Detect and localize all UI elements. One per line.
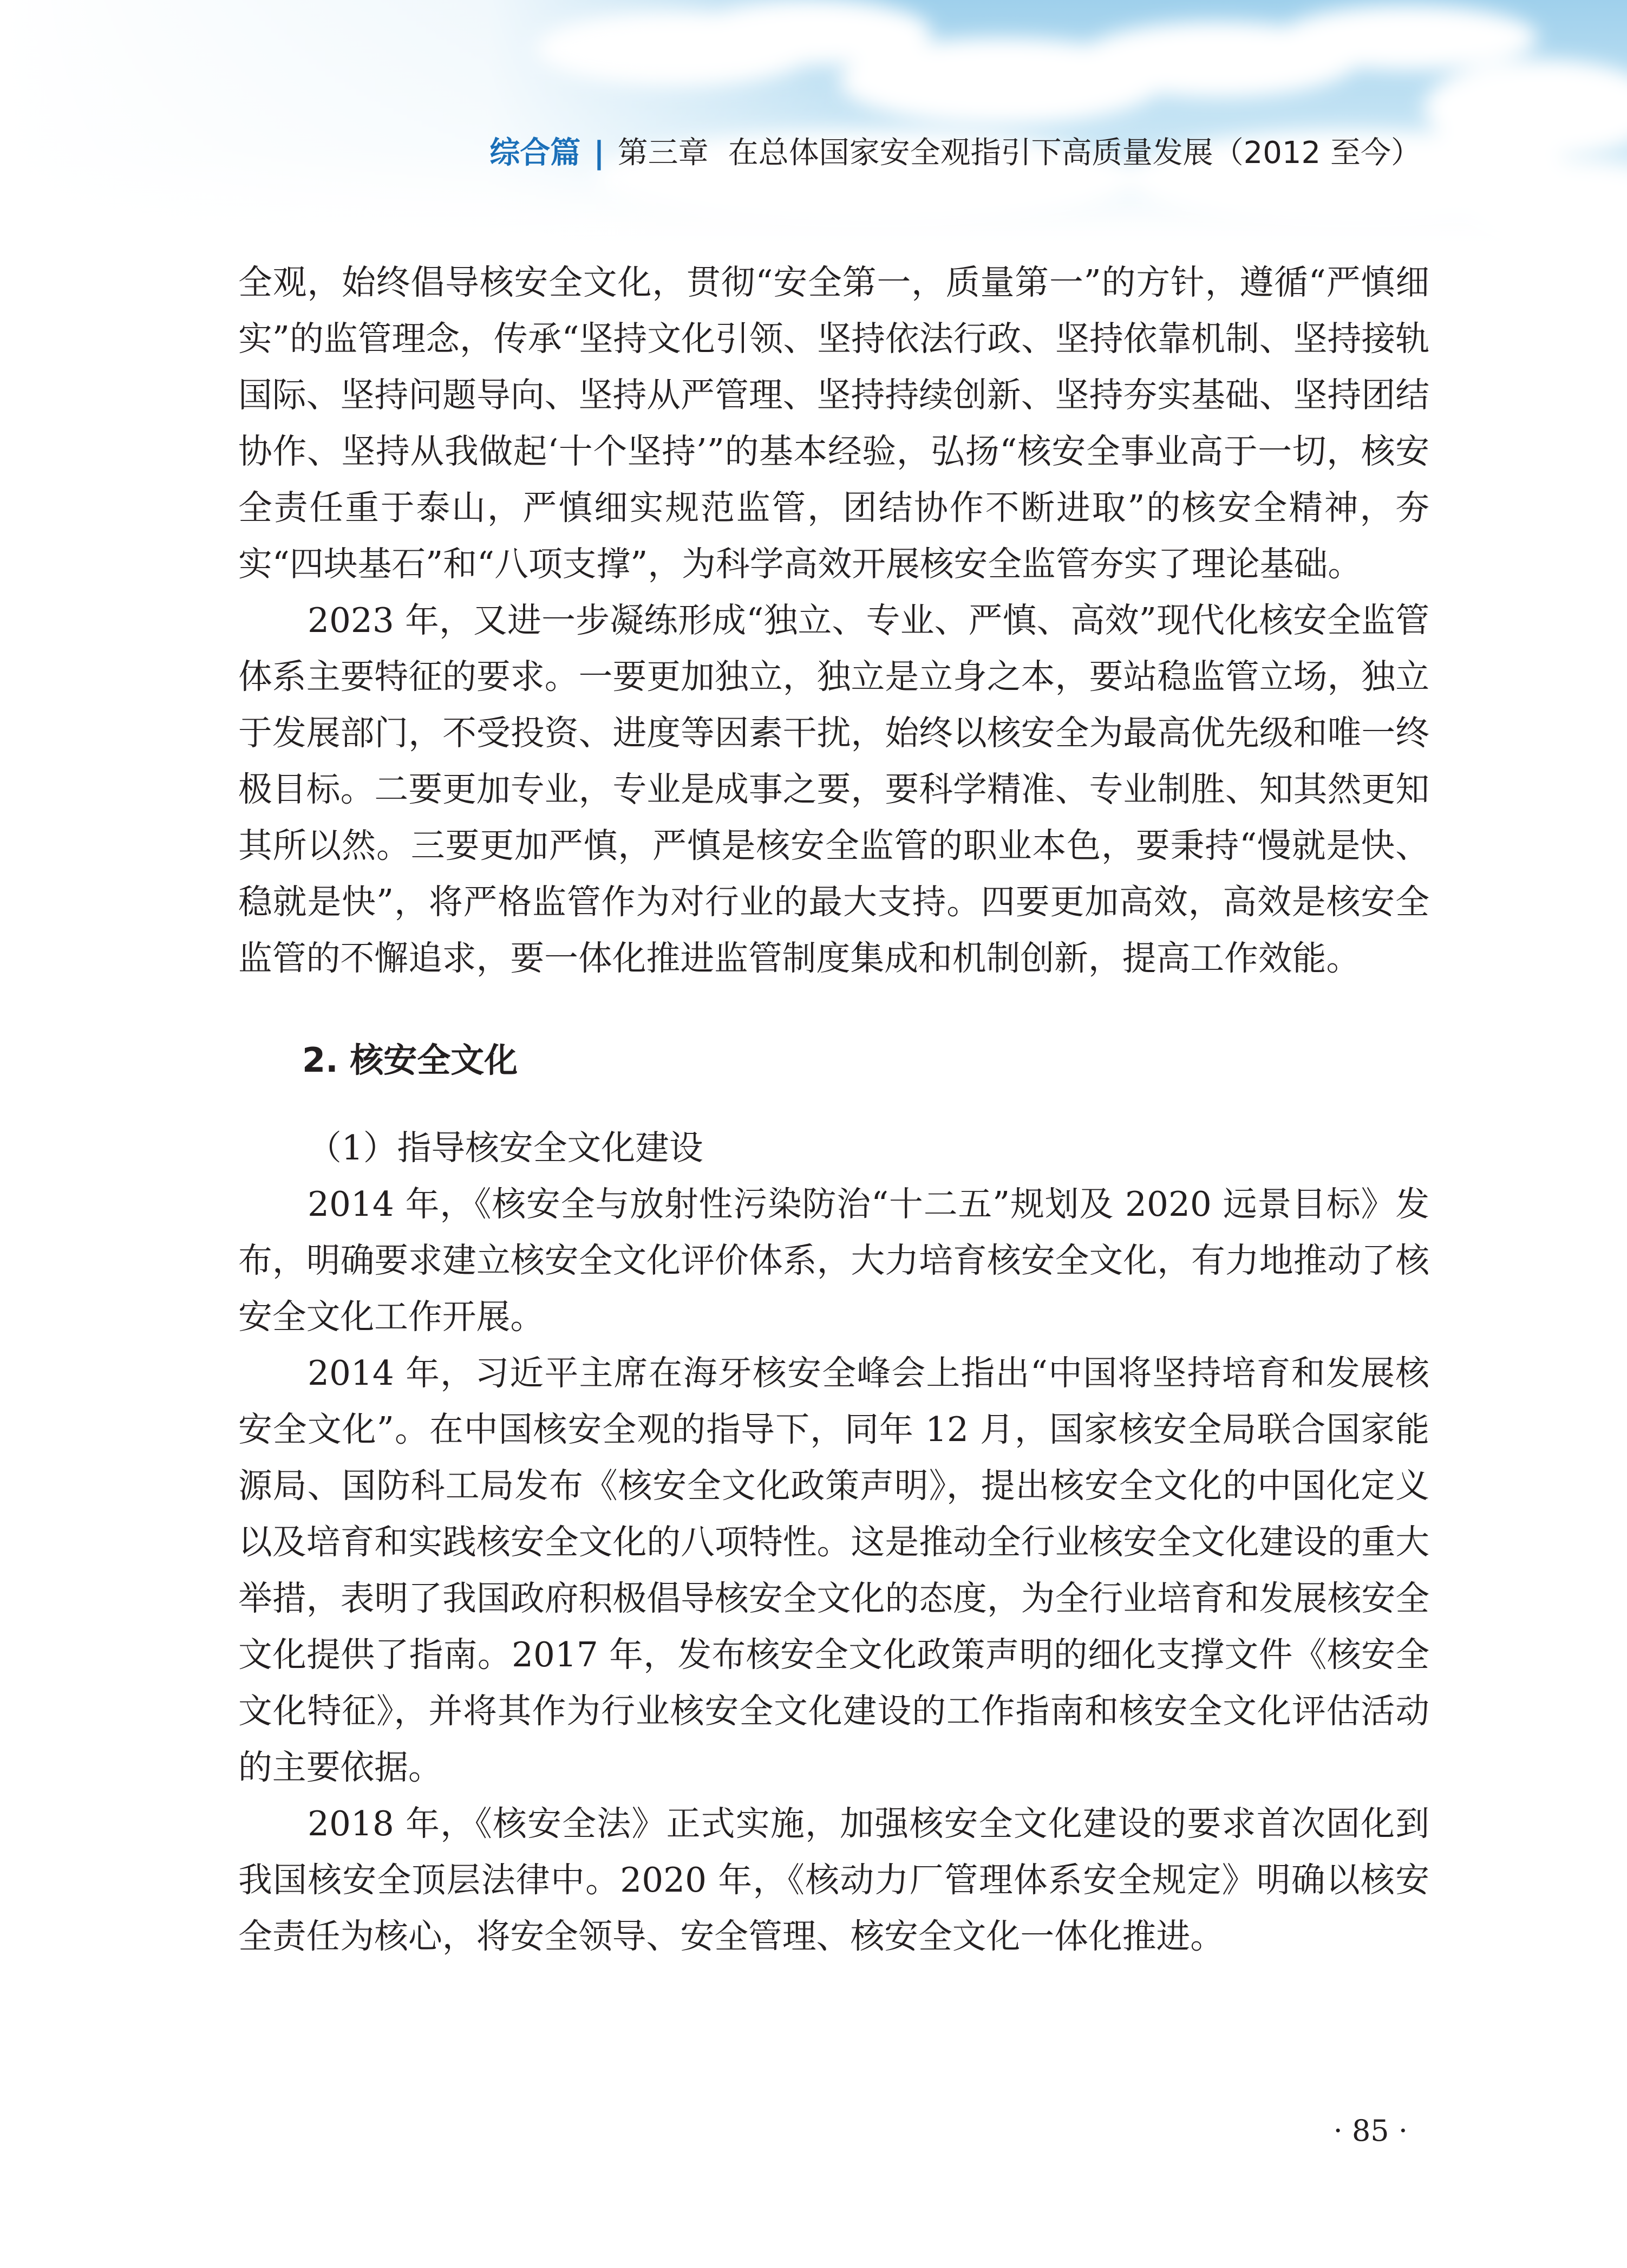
header-chapter: 第三章 <box>617 135 709 171</box>
header-separator: | <box>593 135 605 171</box>
header-section-name: 综合篇 <box>489 135 581 171</box>
header-chapter-title: 在总体国家安全观指引下高质量发展（2012 至今） <box>728 135 1421 171</box>
paragraph-2023: 2023 年，又进一步凝练形成“独立、专业、严慎、高效”现代化核安全监管体系主要特征的要求。一要更加独立，独立是立身之本，要站稳监管立场，独立于发展部门，不受投资、进度等因素干扰，始终以核安全为最高优先级和唯一终极目标。二要更加专业，专业是成事之要，要科学精准、专业制胜、知其然更知其所以然。三要更加严慎，严慎是核安全监管的职业本色，要秉持“慢就是快、稳就是快”，将严格监管作为对行业的最大支持。四要更加高效，高效是核安全监管的不懈追求，要一体化推进监管制度集成和机制创新，提高工作效能。 <box>238 601 1429 978</box>
main-text <box>238 255 1429 1965</box>
section-heading: 2. 核安全文化 <box>302 1040 518 1080</box>
paragraph-continuation: 全观，始终倡导核安全文化，贯彻“安全第一，质量第一”的方针，遵循“严慎细实”的监管理念，传承“坚持文化引领、坚持依法行政、坚持依靠机制、坚持接轨国际、坚持问题导向、坚持从严管理、坚持持续创新、坚持夯实基础、坚持团结协作、坚持从我做起‘十个坚持’”的基本经验，弘扬“核安全事业高于一切，核安全责任重于泰山，严慎细实规范监管，团结协作不断进取”的核安全精神，夯实“四块基石”和“八项支撑”，为科学高效开展核安全监管夯实了理论基础。 <box>238 263 1429 584</box>
sub-heading: （1）指导核安全文化建设 <box>308 1128 703 1168</box>
page-number: · 85 · <box>1333 2114 1408 2148</box>
paragraph-2014-summit: 2014 年，习近平主席在海牙核安全峰会上指出“中国将坚持培育和发展核安全文化”。在中国核安全观的指导下，同年 12 月，国家核安全局联合国家能源局、国防科工局发布《核安全文化政策声明》，提出核安全文化的中国化定义以及培育和实践核安全文化的八项特性。这是推动全行业核安全文化建设的重大举措，表明了我国政府积极倡导核安全文化的态度，为全行业培育和发展核安全文化提供了指南。2017 年，发布核安全文化政策声明的细化支撑文件《核安全文化特征》，并将其作为行业核安全文化建设的工作指南和核安全文化评估活动的主要依据。 <box>238 1353 1429 1787</box>
running-header <box>489 132 1421 175</box>
paragraph-2014-plan: 2014 年，《核安全与放射性污染防治“十二五”规划及 2020 远景目标》发布，明确要求建立核安全文化评价体系，大力培育核安全文化，有力地推动了核安全文化工作开展。 <box>238 1184 1429 1337</box>
sky-cloud-banner <box>0 0 1627 249</box>
paragraph-2018-law: 2018 年，《核安全法》正式实施，加强核安全文化建设的要求首次固化到我国核安全顶层法律中。2020 年，《核动力厂管理体系安全规定》明确以核安全责任为核心，将安全领导、安全管理、核安全文化一体化推进。 <box>238 1804 1429 1956</box>
